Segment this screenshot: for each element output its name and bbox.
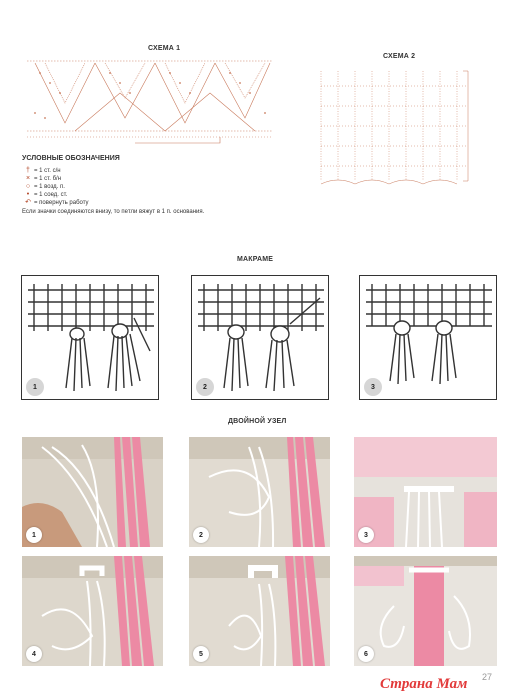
photo-image — [354, 437, 497, 547]
step-badge: 3 — [364, 378, 382, 396]
photo-image — [189, 437, 330, 547]
photo-step-5 — [189, 556, 330, 666]
double-knot-heading: ДВОЙНОЙ УЗЕЛ — [228, 418, 287, 425]
photo-step-3 — [354, 437, 497, 547]
stitch-chain-icon: ○ — [25, 183, 31, 190]
photo-image — [189, 556, 330, 666]
photo-step-4 — [22, 556, 163, 666]
stitch-slip-icon: • — [26, 191, 30, 198]
step-badge: 4 — [26, 646, 42, 662]
legend-note: Если значки соединяются внизу, то петли вяжут в 1 п. основания. — [22, 209, 205, 215]
photo-image — [354, 556, 497, 666]
macrame-illustration-3 — [359, 275, 497, 400]
macrame-heading: МАКРАМЕ — [237, 256, 274, 263]
legend-item-text: = 1 возд. п. — [34, 184, 65, 190]
macrame-illustration-1 — [21, 275, 159, 400]
site-watermark[interactable]: Страна Мам — [380, 676, 468, 692]
legend-item-text: = 1 ст. б/н — [34, 176, 62, 182]
stitch-dc-icon: † — [26, 167, 30, 174]
photo-step-2 — [189, 437, 330, 547]
legend-item — [22, 167, 262, 175]
turn-work-icon: ↶ — [25, 199, 31, 206]
photo-image — [22, 556, 163, 666]
legend-item-text: = повернуть работу — [34, 200, 89, 206]
scheme2-heading: СХЕМА 2 — [383, 53, 416, 60]
legend-item-text: = 1 ст. с/н — [34, 168, 61, 174]
stitch-sc-icon: × — [25, 175, 31, 182]
legend-item — [22, 191, 262, 199]
scheme2-diagram — [318, 66, 478, 191]
legend-title: УСЛОВНЫЕ ОБОЗНАЧЕНИЯ — [22, 155, 120, 162]
step-badge: 1 — [26, 378, 44, 396]
step-badge: 3 — [358, 527, 374, 543]
step-badge: 2 — [193, 527, 209, 543]
photo-step-1 — [22, 437, 163, 547]
step-badge: 2 — [196, 378, 214, 396]
page-number: 27 — [482, 672, 493, 682]
scheme1-diagram — [25, 53, 275, 148]
scheme1-heading: СХЕМА 1 — [148, 45, 181, 52]
step-badge: 6 — [358, 646, 374, 662]
step-badge: 1 — [26, 527, 42, 543]
photo-step-6 — [354, 556, 497, 666]
legend — [22, 155, 262, 216]
step-badge: 5 — [193, 646, 209, 662]
legend-item — [22, 199, 262, 207]
legend-item-text: = 1 соед. ст. — [34, 192, 68, 198]
legend-item — [22, 183, 262, 191]
photo-image — [22, 437, 163, 547]
macrame-illustration-2 — [191, 275, 329, 400]
legend-item — [22, 175, 262, 183]
